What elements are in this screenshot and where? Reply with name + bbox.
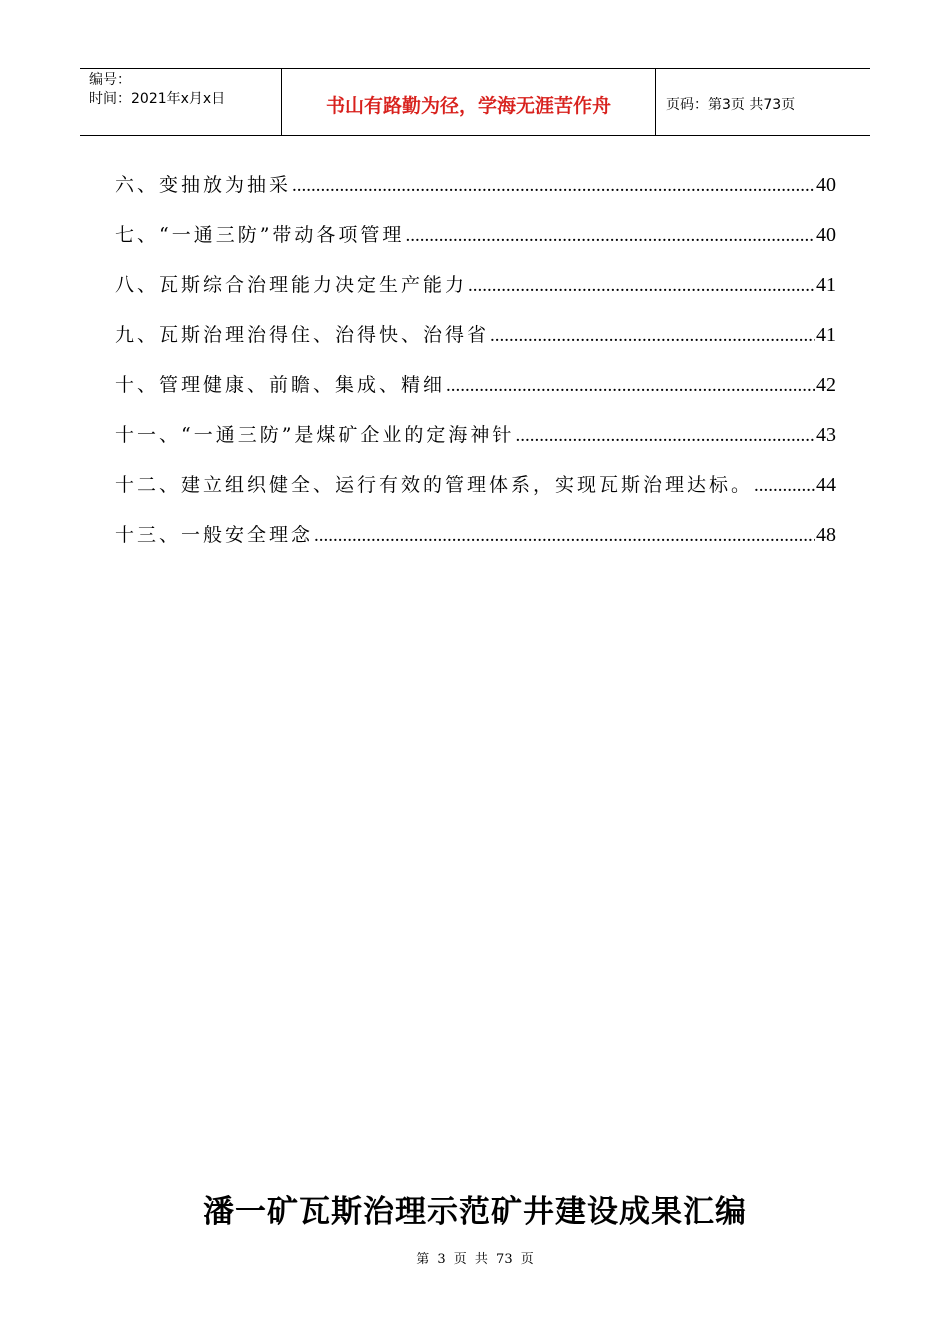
- table-of-contents: [115, 170, 836, 570]
- page-number-footer: 第 3 页 共 73 页: [416, 1252, 534, 1267]
- toc-entry-8[interactable]: [115, 270, 836, 320]
- toc-entry-title: 十一、“一通三防”是煤矿企业的定海神针: [115, 424, 515, 446]
- toc-leader-dots: [314, 524, 815, 547]
- toc-entry-title: 十三、一般安全理念: [115, 524, 314, 546]
- toc-leader-dots: [446, 374, 815, 397]
- toc-entry-title: 八、瓦斯综合治理能力决定生产能力: [115, 274, 468, 296]
- toc-entry-title: 十二、建立组织健全、运行有效的管理体系，实现瓦斯治理达标。: [115, 474, 754, 496]
- toc-entry-page: 41: [816, 324, 836, 346]
- toc-entry-title: 七、“一通三防”带动各项管理: [115, 224, 405, 246]
- toc-entry-title: 九、瓦斯治理治得住、治得快、治得省: [115, 324, 490, 346]
- toc-entry-page: 43: [816, 424, 836, 446]
- toc-entry-page: 41: [816, 274, 836, 296]
- toc-leader-dots: [468, 274, 815, 297]
- toc-leader-dots: [292, 174, 815, 197]
- toc-entry-6[interactable]: [115, 170, 836, 220]
- toc-entry-11[interactable]: [115, 420, 836, 470]
- toc-leader-dots: [405, 224, 815, 247]
- toc-entry-page: 44: [816, 474, 836, 496]
- toc-entry-page: 48: [816, 524, 836, 546]
- toc-entry-page: 42: [816, 374, 836, 396]
- header-page-info: 页码：第3页 共73页: [666, 97, 796, 113]
- toc-entry-page: 40: [816, 224, 836, 246]
- page-header: [80, 68, 870, 136]
- toc-entry-13[interactable]: [115, 520, 836, 570]
- header-motto: 书山有路勤为径，学海无涯苦作舟: [282, 69, 656, 135]
- toc-leader-dots: [515, 424, 815, 447]
- toc-leader-dots: [754, 474, 815, 497]
- toc-entry-12[interactable]: [115, 470, 836, 520]
- number-label: 编号：: [89, 72, 131, 88]
- toc-entry-title: 十、管理健康、前瞻、集成、精细: [115, 374, 446, 396]
- toc-leader-dots: [490, 324, 815, 347]
- header-meta-cell: [80, 69, 282, 135]
- time-label: 时间：2021年x月x日: [89, 91, 226, 107]
- document-title: 潘一矿瓦斯治理示范矿井建设成果汇编: [203, 1194, 747, 1230]
- toc-entry-7[interactable]: [115, 220, 836, 270]
- toc-entry-page: 40: [816, 174, 836, 196]
- toc-entry-title: 六、变抽放为抽采: [115, 174, 292, 196]
- toc-entry-9[interactable]: [115, 320, 836, 370]
- toc-entry-10[interactable]: [115, 370, 836, 420]
